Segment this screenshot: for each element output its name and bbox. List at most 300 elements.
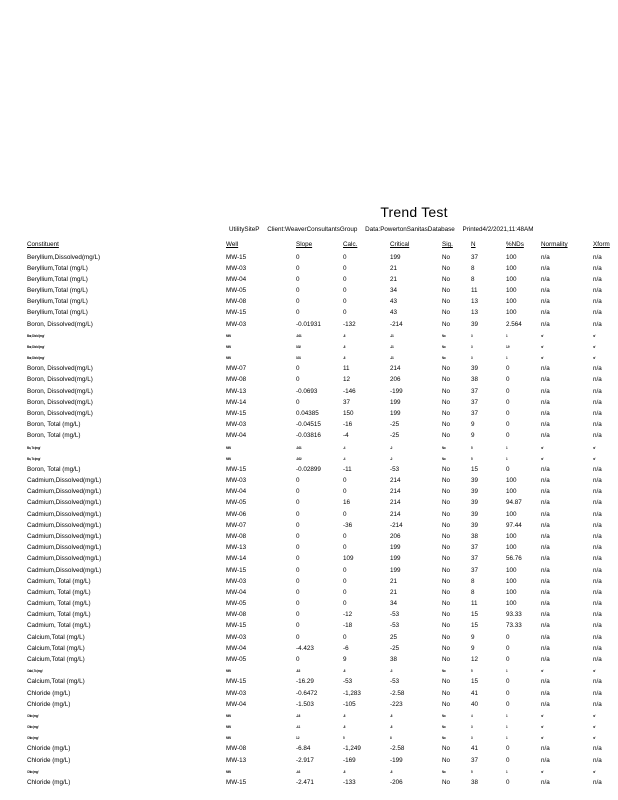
- cell-well: MW-07: [226, 365, 247, 373]
- cell-xform: n/a: [593, 465, 602, 473]
- cell-xform: n/: [593, 355, 596, 361]
- cell-critical: 8: [390, 735, 392, 741]
- cell-well: MW-13: [226, 387, 247, 395]
- cell-critical: -21: [390, 332, 394, 338]
- cell-sig: No: [442, 264, 451, 272]
- cell-n: 9: [471, 633, 475, 641]
- cell-slope: 0: [296, 510, 300, 518]
- cell-critical: -199: [390, 756, 403, 764]
- cell-constituent: Boron, Dissolved(mg/L): [27, 320, 93, 328]
- cell-normality: n/a: [541, 398, 550, 406]
- cell-xform: n/: [593, 735, 596, 741]
- cell-calc: -36: [343, 521, 353, 529]
- cell-critical: 25: [390, 633, 398, 641]
- cell-xform: n/a: [593, 398, 602, 406]
- cell-slope: 0: [296, 521, 300, 529]
- cell-calc: 0: [343, 544, 347, 552]
- cell-normality: n/a: [541, 533, 550, 540]
- cell-xform: n/a: [593, 309, 602, 317]
- cell-slope: -0.01: [296, 332, 302, 338]
- cell-xform: n/: [593, 712, 596, 718]
- cell-critical: -2.58: [390, 745, 405, 753]
- cell-nds: 100: [506, 309, 517, 317]
- cell-calc: 0: [343, 588, 347, 596]
- cell-n: 3: [471, 355, 473, 361]
- cell-slope: -4.6: [296, 768, 300, 774]
- cell-nds: 100: [506, 588, 517, 596]
- cell-slope: 0: [296, 655, 300, 663]
- cell-critical: -214: [390, 521, 403, 529]
- cell-slope: 0: [296, 533, 300, 540]
- table-row: [0, 499, 618, 510]
- cell-normality: n/: [541, 724, 544, 730]
- cell-n: 5: [471, 455, 473, 461]
- cell-well: MW-04: [226, 700, 247, 708]
- cell-constituent: Boron, Total (mg/L): [27, 465, 81, 473]
- cell-critical: -2.58: [390, 689, 405, 697]
- table-row: [0, 477, 618, 488]
- cell-calc: 12: [343, 376, 351, 384]
- cell-n: 37: [471, 756, 479, 764]
- cell-normality: n/a: [541, 633, 550, 641]
- cell-constituent: Chloride (mg/L): [27, 778, 71, 786]
- table-row: [0, 600, 618, 611]
- cell-critical: -223: [390, 700, 403, 708]
- cell-nds: 1: [506, 455, 508, 461]
- cell-nds: 0: [506, 432, 510, 440]
- table-row: [0, 555, 618, 566]
- cell-calc: -105: [343, 700, 356, 708]
- cell-critical: 21: [390, 577, 398, 585]
- cell-normality: n/a: [541, 253, 550, 261]
- cell-sig: No: [442, 421, 451, 429]
- cell-n: 5: [471, 668, 473, 674]
- cell-sig: No: [442, 298, 451, 306]
- cell-xform: n/a: [593, 387, 602, 395]
- cell-slope: 0: [296, 633, 300, 641]
- cell-sig: No: [442, 499, 451, 507]
- cell-normality: n/: [541, 735, 544, 741]
- cell-nds: 0: [506, 398, 510, 406]
- cell-n: 13: [471, 298, 479, 306]
- cell-xform: n/a: [593, 700, 602, 708]
- cell-constituent: Chlo (mg/: [27, 724, 39, 730]
- cell-nds: 0: [506, 376, 510, 384]
- cell-normality: n/a: [541, 544, 550, 552]
- cell-xform: n/a: [593, 600, 602, 608]
- cell-sig: No: [442, 768, 446, 774]
- cell-n: 39: [471, 477, 479, 485]
- cell-constituent: Cadmium,Dissolved(mg/L): [27, 488, 102, 496]
- cell-slope: -0.01: [296, 444, 302, 450]
- cell-well: MW-08: [226, 298, 247, 306]
- table-row: [0, 690, 618, 701]
- cell-sig: No: [442, 275, 451, 283]
- cell-sig: No: [442, 566, 451, 574]
- cell-well: MW-03: [226, 264, 247, 272]
- cell-slope: 0: [296, 588, 300, 596]
- cell-well: MW: [226, 343, 231, 349]
- cell-slope: -2.471: [296, 778, 314, 786]
- cell-nds: 100: [506, 533, 517, 540]
- cell-normality: n/: [541, 712, 544, 718]
- cell-normality: n/a: [541, 376, 550, 384]
- cell-xform: n/: [593, 343, 596, 349]
- cell-slope: -2.917: [296, 756, 314, 764]
- cell-sig: No: [442, 745, 451, 753]
- cell-constituent: Chloride (mg/L): [27, 745, 71, 753]
- cell-n: 4: [471, 712, 473, 718]
- cell-n: 11: [471, 287, 478, 295]
- cell-calc: 150: [343, 410, 354, 418]
- table-row: [0, 399, 618, 410]
- cell-slope: -6.84: [296, 745, 311, 753]
- cell-well: MW-04: [226, 488, 247, 496]
- cell-n: 39: [471, 510, 479, 518]
- cell-sig: No: [442, 253, 451, 261]
- cell-nds: 100: [506, 577, 517, 585]
- cell-well: MW-15: [226, 253, 247, 261]
- cell-slope: 0: [296, 622, 300, 630]
- cell-n: 37: [471, 544, 479, 552]
- cell-slope: -0.0693: [296, 387, 318, 395]
- cell-well: MW-04: [226, 275, 247, 283]
- site-label: UtilitySiteP: [229, 226, 260, 233]
- col-nds: %NDs: [506, 241, 524, 248]
- cell-nds: 94.87: [506, 499, 522, 507]
- cell-xform: n/a: [593, 533, 602, 540]
- cell-critical: -25: [390, 432, 400, 440]
- cell-calc: -8: [343, 332, 346, 338]
- cell-nds: 1: [506, 768, 508, 774]
- cell-critical: -2: [390, 444, 393, 450]
- cell-slope: -8.3: [296, 668, 300, 674]
- cell-constituent: Cadmium,Dissolved(mg/L): [27, 566, 102, 574]
- table-row: [0, 522, 618, 533]
- cell-n: 37: [471, 387, 479, 395]
- cell-xform: n/: [593, 455, 596, 461]
- cell-n: 12: [471, 655, 479, 663]
- cell-sig: No: [442, 510, 451, 518]
- cell-calc: -8: [343, 712, 346, 718]
- cell-critical: -21: [390, 355, 394, 361]
- cell-well: MW: [226, 712, 231, 718]
- cell-slope: 0: [296, 376, 300, 384]
- cell-critical: 214: [390, 477, 401, 485]
- cell-slope: 0: [296, 298, 300, 306]
- cell-n: 8: [471, 588, 475, 596]
- cell-critical: 199: [390, 398, 401, 406]
- cell-well: MW: [226, 668, 231, 674]
- cell-constituent: Boron, Dissolved(mg/L): [27, 365, 93, 373]
- col-constituent: Constituent: [27, 241, 59, 248]
- cell-sig: No: [442, 432, 451, 440]
- cell-slope: 0: [296, 365, 300, 373]
- cell-normality: n/a: [541, 499, 550, 507]
- cell-slope: 0: [296, 275, 300, 283]
- cell-slope: 0: [296, 544, 300, 552]
- cell-constituent: Chloride (mg/L): [27, 756, 71, 764]
- cell-xform: n/a: [593, 588, 602, 596]
- cell-constituent: Cadmium, Total (mg/L): [27, 611, 91, 619]
- cell-sig: No: [442, 533, 451, 540]
- cell-nds: 100: [506, 264, 517, 272]
- cell-nds: 0: [506, 745, 510, 753]
- cell-nds: 0: [506, 700, 510, 708]
- cell-xform: n/a: [593, 499, 602, 507]
- cell-xform: n/a: [593, 510, 602, 518]
- cell-nds: 1: [506, 735, 508, 741]
- cell-sig: No: [442, 320, 451, 328]
- cell-xform: n/a: [593, 544, 602, 552]
- cell-calc: -132: [343, 320, 356, 328]
- cell-xform: n/a: [593, 577, 602, 585]
- cell-sig: No: [442, 465, 451, 473]
- cell-xform: n/a: [593, 633, 602, 641]
- cell-n: 37: [471, 398, 479, 406]
- cell-sig: No: [442, 387, 451, 395]
- cell-nds: 0: [506, 689, 510, 697]
- table-row: [0, 298, 618, 309]
- cell-well: MW-08: [226, 745, 247, 753]
- cell-n: 8: [471, 275, 475, 283]
- cell-n: 41: [471, 689, 479, 697]
- cell-critical: -2: [390, 455, 393, 461]
- cell-sig: No: [442, 735, 446, 741]
- cell-constituent: Boron, Dissolved(mg/L): [27, 398, 93, 406]
- cell-sig: No: [442, 644, 451, 652]
- table-row: [0, 757, 618, 768]
- cell-n: 8: [471, 264, 475, 272]
- cell-nds: 100: [506, 600, 517, 608]
- table-row: [0, 734, 618, 745]
- cell-well: MW-15: [226, 309, 247, 317]
- cell-constituent: Cadmium,Dissolved(mg/L): [27, 477, 102, 485]
- cell-calc: -1,249: [343, 745, 361, 753]
- cell-normality: n/: [541, 332, 544, 338]
- cell-critical: -8: [390, 724, 393, 730]
- cell-calc: -8: [343, 768, 346, 774]
- cell-well: MW-08: [226, 376, 247, 384]
- cell-slope: -0.03816: [296, 432, 321, 440]
- table-row: [0, 455, 618, 466]
- cell-xform: n/: [593, 724, 596, 730]
- cell-constituent: Beryllium,Total (mg/L): [27, 287, 88, 295]
- cell-sig: No: [442, 588, 451, 596]
- cell-slope: 0: [296, 555, 300, 563]
- cell-normality: n/a: [541, 275, 550, 283]
- cell-calc: -4: [343, 432, 349, 440]
- cell-constituent: Bo, To (mg/: [27, 444, 40, 450]
- cell-nds: 0: [506, 756, 510, 764]
- cell-constituent: Bo, To (mg/: [27, 455, 40, 461]
- cell-normality: n/a: [541, 465, 550, 473]
- cell-sig: No: [442, 488, 451, 496]
- cell-well: MW-06: [226, 510, 247, 518]
- table-row: [0, 343, 618, 354]
- cell-nds: 100: [506, 544, 517, 552]
- cell-xform: n/a: [593, 320, 602, 328]
- cell-normality: n/: [541, 355, 544, 361]
- cell-calc: -146: [343, 387, 356, 395]
- cell-sig: No: [442, 778, 451, 786]
- report-meta: [229, 226, 539, 233]
- cell-slope: -4.423: [296, 644, 314, 652]
- cell-n: 39: [471, 499, 479, 507]
- cell-well: MW-13: [226, 544, 247, 552]
- table-row: [0, 309, 618, 320]
- cell-xform: n/a: [593, 756, 602, 764]
- cell-sig: No: [442, 477, 451, 485]
- cell-calc: -16: [343, 421, 353, 429]
- cell-nds: 0: [506, 778, 510, 786]
- cell-well: MW-04: [226, 432, 247, 440]
- cell-calc: 0: [343, 309, 347, 317]
- table-row: [0, 276, 618, 287]
- cell-nds: 93.33: [506, 611, 522, 619]
- cell-well: MW-03: [226, 689, 247, 697]
- cell-normality: n/a: [541, 644, 550, 652]
- cell-normality: n/a: [541, 287, 550, 295]
- table-row: [0, 365, 618, 376]
- cell-calc: 0: [343, 633, 347, 641]
- cell-xform: n/a: [593, 555, 602, 563]
- cell-calc: 5: [343, 735, 345, 741]
- table-row: [0, 779, 618, 790]
- table-row: [0, 768, 618, 779]
- cell-critical: 214: [390, 499, 401, 507]
- cell-slope: 0.02: [296, 343, 301, 349]
- cell-sig: No: [442, 678, 451, 686]
- cell-constituent: Chlo (mg/: [27, 712, 39, 718]
- cell-well: MW: [226, 444, 231, 450]
- cell-sig: No: [442, 398, 451, 406]
- cell-xform: n/a: [593, 655, 602, 663]
- cell-well: MW: [226, 332, 231, 338]
- cell-normality: n/a: [541, 298, 550, 306]
- cell-slope: 0: [296, 577, 300, 585]
- cell-xform: n/a: [593, 521, 602, 529]
- cell-nds: 0: [506, 387, 510, 395]
- cell-normality: n/a: [541, 778, 550, 786]
- cell-calc: 0: [343, 533, 347, 540]
- cell-critical: 206: [390, 376, 401, 384]
- cell-calc: -12: [343, 611, 353, 619]
- cell-n: 39: [471, 320, 479, 328]
- cell-xform: n/a: [593, 365, 602, 373]
- cell-slope: -0.6472: [296, 689, 318, 697]
- cell-constituent: Chlo (mg/: [27, 735, 39, 741]
- cell-n: 38: [471, 778, 479, 786]
- cell-xform: n/a: [593, 376, 602, 384]
- cell-constituent: Boron, Dissolved(mg/L): [27, 387, 93, 395]
- cell-slope: 0: [296, 488, 300, 496]
- table-row: [0, 254, 618, 265]
- table-row: [0, 421, 618, 432]
- cell-critical: 214: [390, 488, 401, 496]
- cell-xform: n/a: [593, 410, 602, 418]
- cell-n: 39: [471, 488, 479, 496]
- cell-constituent: Cadmium, Total (mg/L): [27, 600, 91, 608]
- cell-calc: -53: [343, 678, 353, 686]
- cell-nds: 0: [506, 421, 510, 429]
- cell-critical: -25: [390, 644, 400, 652]
- cell-constituent: Bor, Dis'ol (mg/: [27, 332, 45, 338]
- table-row: [0, 656, 618, 667]
- cell-n: 3: [471, 343, 473, 349]
- cell-normality: n/a: [541, 588, 550, 596]
- table-row: [0, 712, 618, 723]
- cell-normality: n/a: [541, 320, 550, 328]
- cell-xform: n/a: [593, 432, 602, 440]
- cell-slope: 0: [296, 477, 300, 485]
- table-row: [0, 533, 618, 544]
- cell-normality: n/a: [541, 655, 550, 663]
- cell-calc: 0: [343, 477, 347, 485]
- table-row: [0, 622, 618, 633]
- cell-well: MW-14: [226, 398, 247, 406]
- cell-normality: n/: [541, 768, 544, 774]
- table-row: [0, 667, 618, 678]
- cell-constituent: Cadmium, Total (mg/L): [27, 622, 91, 630]
- col-n: N: [471, 241, 476, 248]
- cell-calc: 0: [343, 566, 347, 574]
- cell-well: MW-05: [226, 499, 247, 507]
- cell-nds: 97.44: [506, 521, 522, 529]
- cell-nds: 100: [506, 566, 517, 574]
- cell-nds: 100: [506, 510, 517, 518]
- cell-critical: 21: [390, 264, 398, 272]
- cell-constituent: Beryllium,Total (mg/L): [27, 309, 88, 317]
- cell-n: 11: [471, 600, 478, 608]
- cell-normality: n/a: [541, 421, 550, 429]
- cell-normality: n/a: [541, 488, 550, 496]
- cell-slope: 0: [296, 309, 300, 317]
- cell-critical: 206: [390, 533, 401, 540]
- cell-critical: -21: [390, 343, 394, 349]
- cell-calc: -4: [343, 444, 346, 450]
- cell-critical: 21: [390, 588, 398, 596]
- cell-sig: No: [442, 689, 451, 697]
- cell-n: 8: [471, 577, 475, 585]
- cell-xform: n/a: [593, 611, 602, 619]
- cell-constituent: Beryllium,Total (mg/L): [27, 275, 88, 283]
- cell-normality: n/a: [541, 577, 550, 585]
- cell-slope: 0: [296, 611, 300, 619]
- cell-xform: n/: [593, 332, 596, 338]
- cell-critical: 21: [390, 275, 398, 283]
- cell-calc: 0: [343, 287, 347, 295]
- cell-nds: 0: [506, 633, 510, 641]
- cell-well: MW-03: [226, 577, 247, 585]
- cell-nds: 100: [506, 253, 517, 261]
- cell-n: 38: [471, 533, 479, 540]
- cell-n: 3: [471, 724, 473, 730]
- table-row: [0, 745, 618, 756]
- cell-slope: -0.04515: [296, 421, 321, 429]
- cell-nds: 100: [506, 488, 517, 496]
- cell-critical: 199: [390, 555, 401, 563]
- cell-normality: n/: [541, 444, 544, 450]
- cell-calc: 0: [343, 510, 347, 518]
- cell-slope: 0: [296, 264, 300, 272]
- cell-calc: -1,283: [343, 689, 361, 697]
- cell-xform: n/a: [593, 264, 602, 272]
- cell-sig: No: [442, 756, 451, 764]
- cell-calc: 11: [343, 365, 350, 373]
- cell-calc: 0: [343, 488, 347, 496]
- cell-critical: 34: [390, 287, 398, 295]
